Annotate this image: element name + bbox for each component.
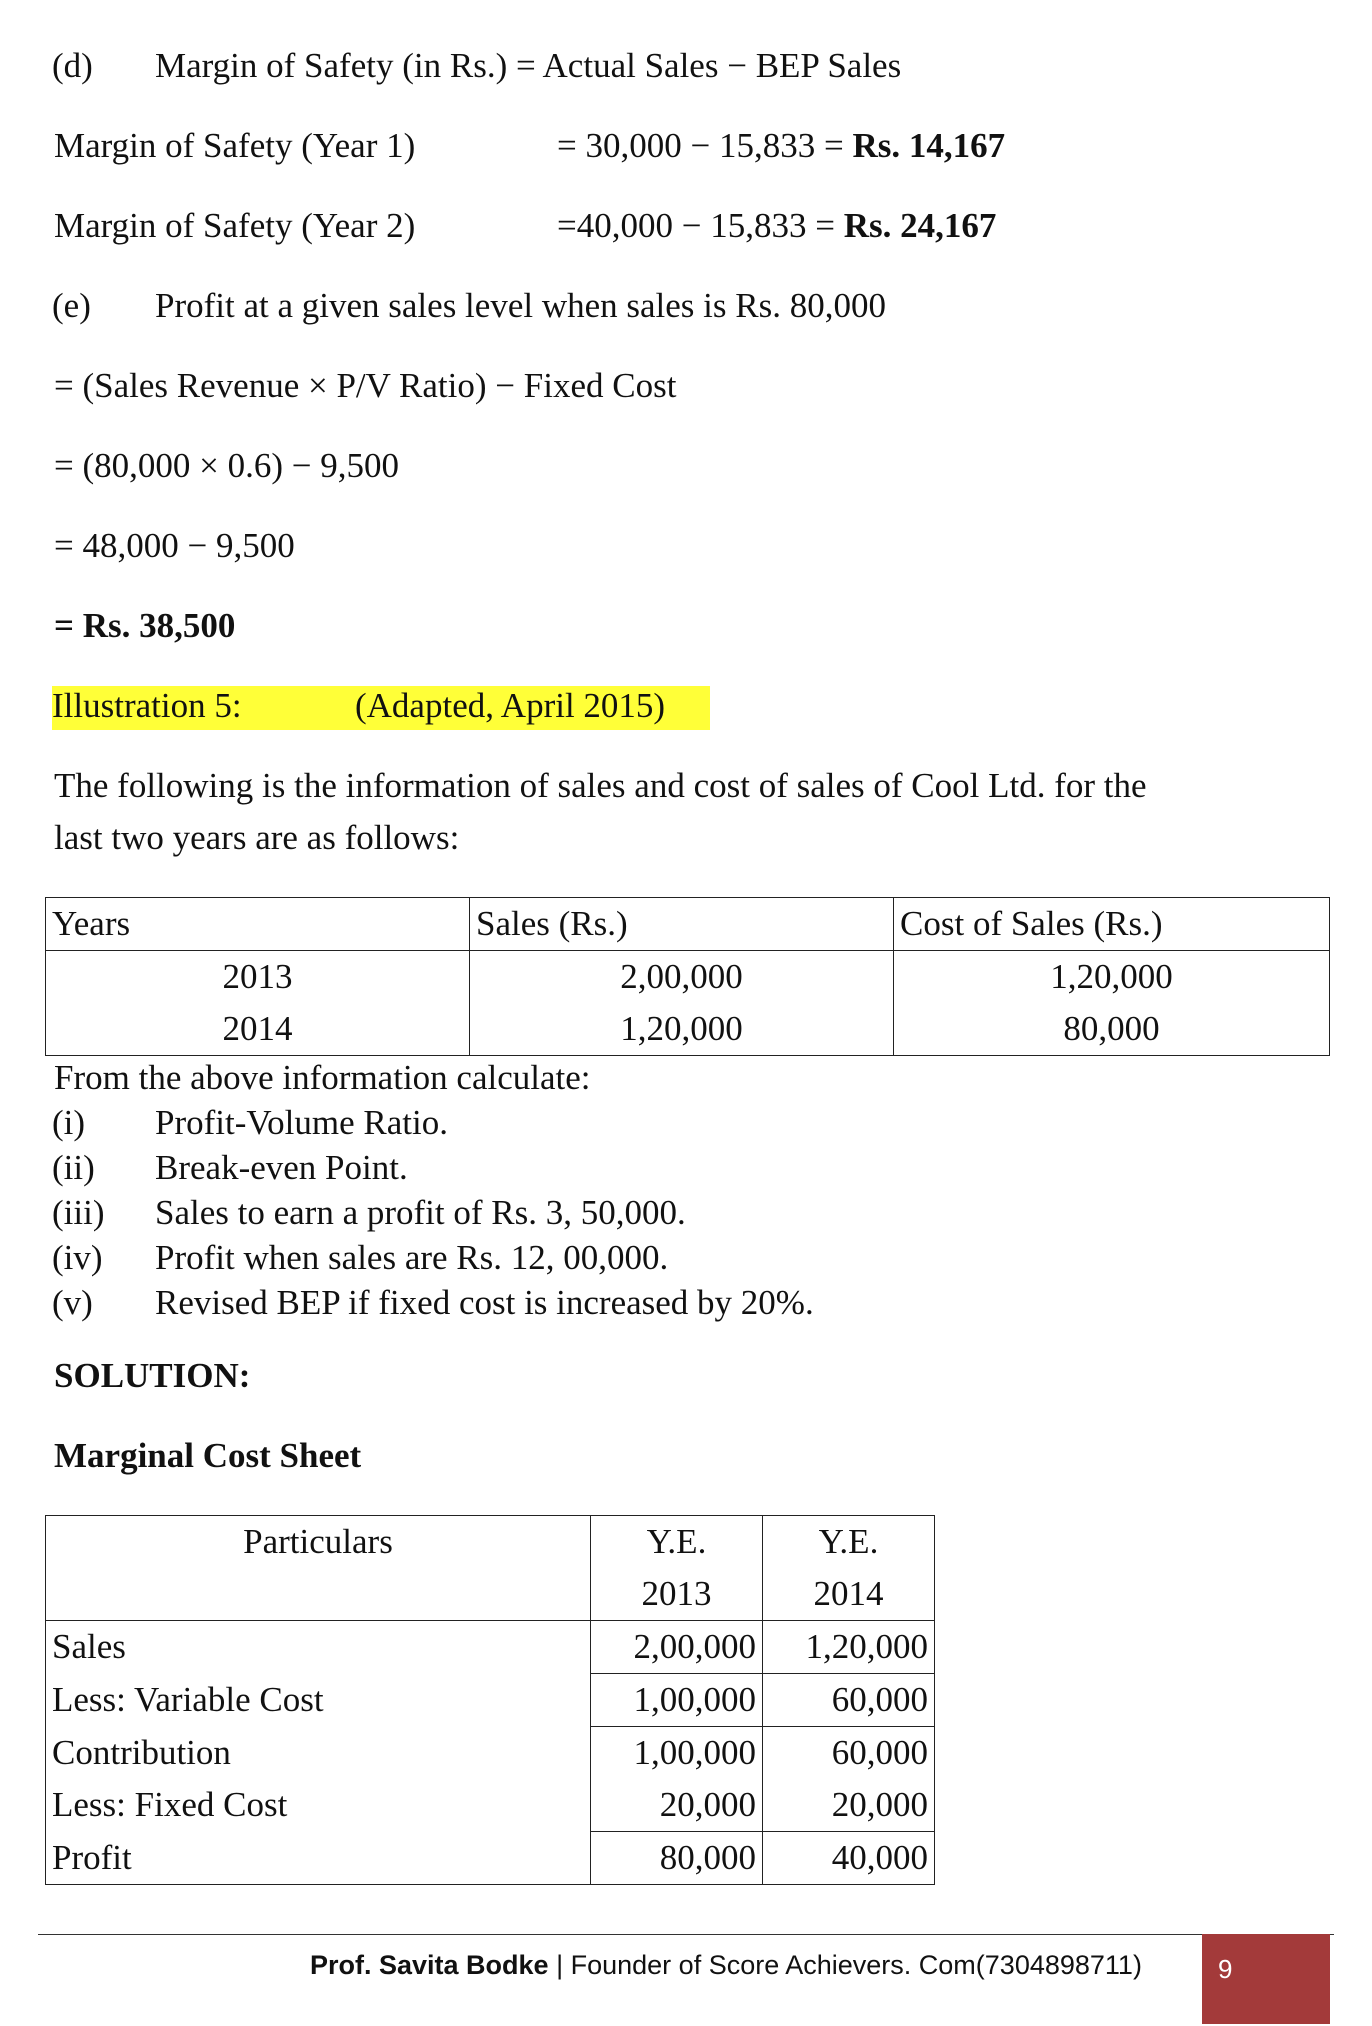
mos-year1-calc: = 30,000 − 15,833 = Rs. 14,167 bbox=[557, 126, 1006, 165]
table-cell: 1,20,000 bbox=[894, 951, 1330, 1004]
table-cell: 1,20,000 bbox=[763, 1621, 935, 1674]
marginal-cost-table bbox=[45, 1515, 935, 1885]
item-d-text: Margin of Safety (in Rs.) = Actual Sales − BEP Sales bbox=[155, 46, 902, 85]
table-header: Y.E. 2013 bbox=[591, 1516, 763, 1621]
page-number-box bbox=[1202, 1934, 1330, 2024]
table-cell: 60,000 bbox=[763, 1674, 935, 1727]
question-text: Profit-Volume Ratio. bbox=[155, 1103, 448, 1142]
table-cell: Less: Variable Cost bbox=[46, 1674, 591, 1727]
table-row bbox=[46, 1779, 935, 1832]
table-header: Cost of Sales (Rs.) bbox=[894, 898, 1330, 951]
table-row bbox=[46, 951, 1330, 1004]
footer-text bbox=[310, 1950, 1142, 1981]
equation-result: = Rs. 38,500 bbox=[54, 606, 236, 645]
page-number: 9 bbox=[1218, 1954, 1233, 1984]
marginal-cost-sheet-title: Marginal Cost Sheet bbox=[54, 1436, 362, 1475]
mos-year1-result: Rs. 14,167 bbox=[852, 126, 1006, 165]
question-num: (iii) bbox=[52, 1193, 105, 1232]
table-header: Years bbox=[46, 898, 470, 951]
table-cell: 80,000 bbox=[894, 1003, 1330, 1056]
question-text: Sales to earn a profit of Rs. 3, 50,000. bbox=[155, 1193, 686, 1232]
illustration-label: Illustration 5: bbox=[52, 686, 242, 725]
table-cell: Contribution bbox=[46, 1727, 591, 1780]
question-num: (ii) bbox=[52, 1148, 95, 1187]
equation-line-1: = (Sales Revenue × P/V Ratio) − Fixed Cost bbox=[54, 366, 677, 405]
questions-lead: From the above information calculate: bbox=[54, 1058, 591, 1097]
table-cell: 2,00,000 bbox=[591, 1621, 763, 1674]
question-num: (iv) bbox=[52, 1238, 103, 1277]
question-num: (i) bbox=[52, 1103, 86, 1142]
table-cell: Profit bbox=[46, 1832, 591, 1885]
question-text: Break-even Point. bbox=[155, 1148, 408, 1187]
item-d-label: (d) bbox=[52, 46, 93, 85]
footer-separator: | bbox=[548, 1950, 571, 1980]
question-text: Revised BEP if fixed cost is increased by 20%. bbox=[155, 1283, 814, 1322]
footer-author: Prof. Savita Bodke bbox=[310, 1950, 549, 1980]
mos-year1-label: Margin of Safety (Year 1) bbox=[54, 126, 416, 165]
table-cell: 80,000 bbox=[591, 1832, 763, 1885]
illustration-heading bbox=[52, 686, 710, 730]
equation-line-2: = (80,000 × 0.6) − 9,500 bbox=[54, 446, 400, 485]
table-row bbox=[46, 1621, 935, 1674]
table-cell: 1,00,000 bbox=[591, 1727, 763, 1780]
intro-line-1: The following is the information of sales and cost of sales of Cool Ltd. for the bbox=[54, 766, 1147, 805]
table-cell: Less: Fixed Cost bbox=[46, 1779, 591, 1832]
mos-year2-result: Rs. 24,167 bbox=[843, 206, 997, 245]
table-cell: 40,000 bbox=[763, 1832, 935, 1885]
intro-line-2: last two years are as follows: bbox=[54, 818, 460, 857]
table-row bbox=[46, 1832, 935, 1885]
equation-line-3: = 48,000 − 9,500 bbox=[54, 526, 295, 565]
table-cell: Sales bbox=[46, 1621, 591, 1674]
footer-tagline: Founder of Score Achievers. Com(7304898711) bbox=[570, 1950, 1142, 1980]
table-cell: 20,000 bbox=[763, 1779, 935, 1832]
table-header: Particulars bbox=[46, 1516, 591, 1621]
table-cell: 20,000 bbox=[591, 1779, 763, 1832]
item-e-text: Profit at a given sales level when sales is Rs. 80,000 bbox=[155, 286, 886, 325]
table-cell: 1,00,000 bbox=[591, 1674, 763, 1727]
table-cell: 2014 bbox=[46, 1003, 470, 1056]
item-e-label: (e) bbox=[52, 286, 91, 325]
table-cell: 60,000 bbox=[763, 1727, 935, 1780]
solution-heading: SOLUTION: bbox=[54, 1356, 251, 1395]
table-header: Y.E. 2014 bbox=[763, 1516, 935, 1621]
table-header-row bbox=[46, 1516, 935, 1621]
table-row bbox=[46, 1674, 935, 1727]
footer-divider bbox=[38, 1934, 1334, 1935]
mos-year2-calc: =40,000 − 15,833 = Rs. 24,167 bbox=[557, 206, 997, 245]
sales-cost-table bbox=[45, 897, 1330, 1056]
table-cell: 2013 bbox=[46, 951, 470, 1004]
table-row bbox=[46, 1727, 935, 1780]
mos-year2-label: Margin of Safety (Year 2) bbox=[54, 206, 416, 245]
table-cell: 1,20,000 bbox=[470, 1003, 894, 1056]
table-row bbox=[46, 1003, 1330, 1056]
question-text: Profit when sales are Rs. 12, 00,000. bbox=[155, 1238, 669, 1277]
table-cell: 2,00,000 bbox=[470, 951, 894, 1004]
table-header-row bbox=[46, 898, 1330, 951]
question-num: (v) bbox=[52, 1283, 93, 1322]
illustration-source: (Adapted, April 2015) bbox=[355, 686, 666, 725]
table-header: Sales (Rs.) bbox=[470, 898, 894, 951]
